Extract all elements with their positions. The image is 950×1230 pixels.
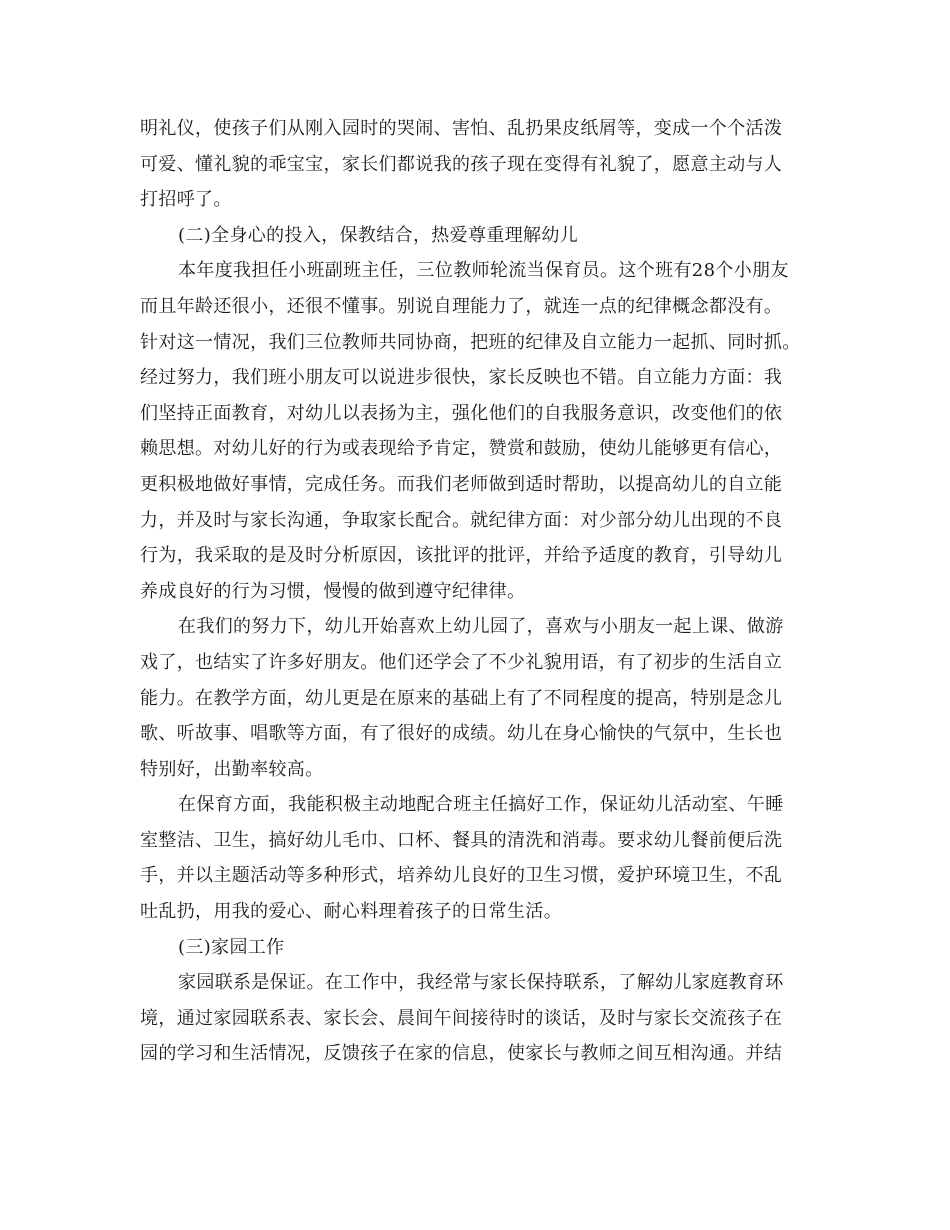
text-line: 能力。在教学方面，幼儿更是在原来的基础上有了不同程度的提高，特别是念儿 (140, 687, 783, 709)
text-line: 而且年龄还很小，还很不懂事。别说自理能力了，就连一点的纪律概念都没有。 (140, 295, 783, 317)
text-line: 可爱、懂礼貌的乖宝宝，家长们都说我的孩子现在变得有礼貌了，愿意主动与人 (140, 153, 783, 175)
text-line: 园的学习和生活情况，反馈孩子在家的信息，使家长与教师之间互相沟通。并结 (140, 1043, 783, 1065)
text-line: 吐乱扔，用我的爱心、耐心料理着孩子的日常生活。 (140, 901, 563, 923)
text-line: 室整洁、卫生，搞好幼儿毛巾、口杯、餐具的清洗和消毒。要求幼儿餐前便后洗 (140, 829, 783, 851)
text-line: 境，通过家园联系表、家长会、晨间午间接待时的谈话，及时与家长交流孩子在 (140, 1007, 783, 1029)
text-line: 经过努力，我们班小朋友可以说进步很快，家长反映也不错。自立能力方面：我 (140, 367, 783, 389)
text-line: 在我们的努力下，幼儿开始喜欢上幼儿园了，喜欢与小朋友一起上课、做游 (178, 616, 784, 638)
text-line: 在保育方面，我能积极主动地配合班主任搞好工作，保证幼儿活动室、午睡 (178, 794, 784, 816)
text-line: 明礼仪，使孩子们从刚入园时的哭闹、害怕、乱扔果皮纸屑等，变成一个个活泼 (140, 118, 783, 139)
text-line: 力，并及时与家长沟通，争取家长配合。就纪律方面：对少部分幼儿出现的不良 (140, 509, 783, 531)
section-heading: (三)家园工作 (178, 936, 285, 958)
text-line: 赖思想。对幼儿好的行为或表现给予肯定，赞赏和鼓励，使幼儿能够更有信心， (140, 438, 783, 460)
text-line: 戏了，也结实了许多好朋友。他们还学会了不少礼貌用语，有了初步的生活自立 (140, 651, 783, 673)
text-line: 养成良好的行为习惯，慢慢的做到遵守纪律律。 (140, 580, 526, 602)
text-line: 打招呼了。 (140, 189, 232, 211)
text-line: 本年度我担任小班副班主任，三位教师轮流当保育员。这个班有28个小朋友 (178, 260, 789, 282)
text-line: 行为，我采取的是及时分析原因，该批评的批评，并给予适度的教育，引导幼儿 (140, 545, 783, 567)
text-line: 们坚持正面教育，对幼儿以表扬为主，强化他们的自我服务意识，改变他们的依 (140, 402, 783, 424)
section-heading: (二)全身心的投入，保教结合，热爱尊重理解幼儿 (178, 224, 579, 246)
text-line: 手，并以主题活动等多种形式，培养幼儿良好的卫生习惯，爱护环境卫生，不乱 (140, 865, 783, 887)
text-line: 更积极地做好事情，完成任务。而我们老师做到适时帮助，以提高幼儿的自立能 (140, 473, 783, 495)
text-line: 针对这一情况，我们三位教师共同协商，把班的纪律及自立能力一起抓、同时抓。 (140, 331, 801, 353)
text-line: 特别好，出勤率较高。 (140, 758, 324, 780)
text-line: 家园联系是保证。在工作中，我经常与家长保持联系，了解幼儿家庭教育环 (178, 972, 784, 994)
document-body (140, 111, 808, 1072)
text-line: 歌、听故事、唱歌等方面，有了很好的成绩。幼儿在身心愉快的气氛中，生长也 (140, 723, 783, 745)
